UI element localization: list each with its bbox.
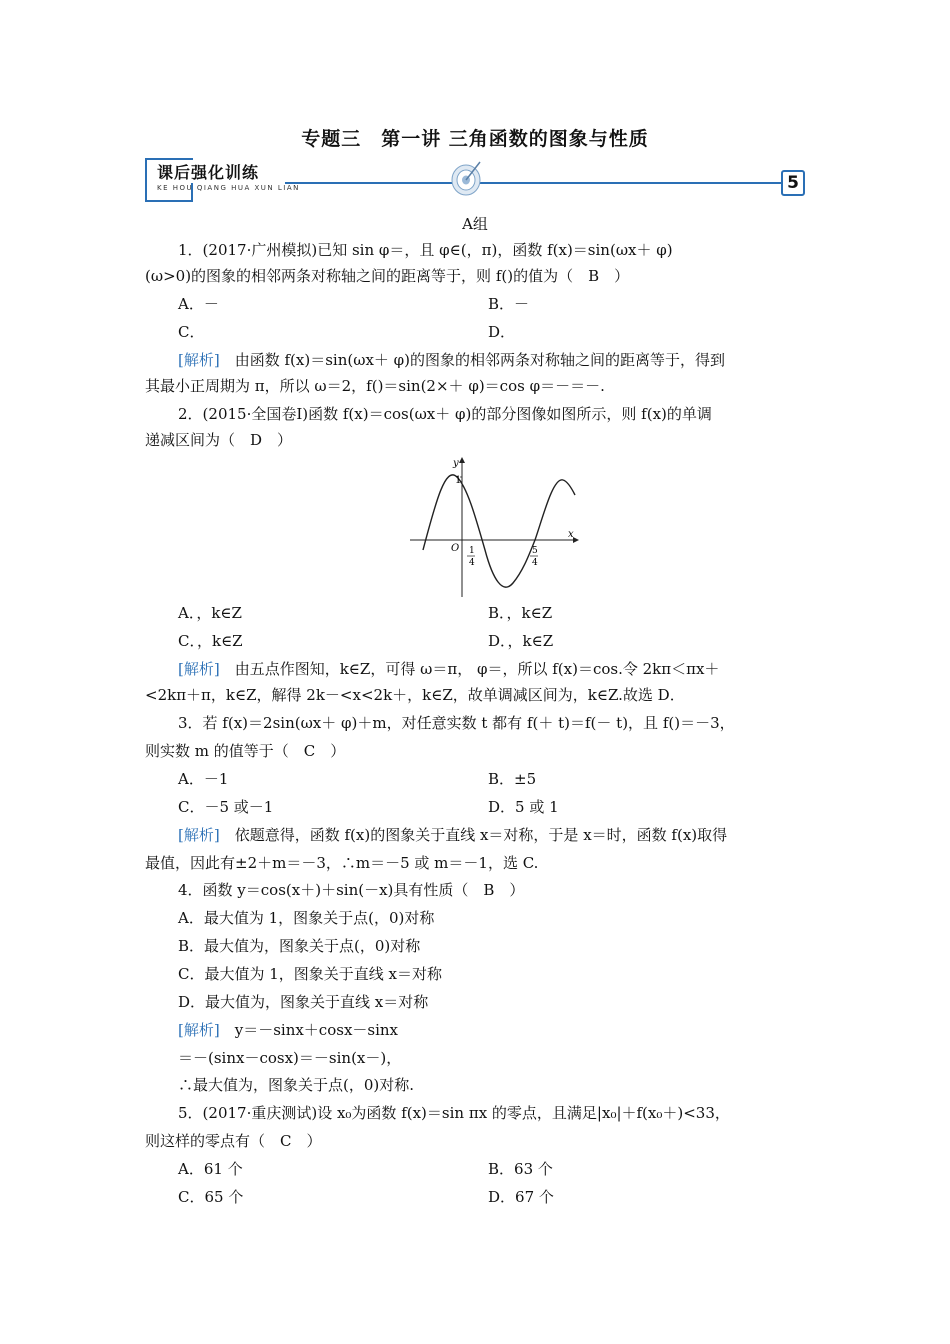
q3-option-a: A．－1 bbox=[178, 770, 229, 788]
y-tick-label: 1 bbox=[455, 475, 462, 486]
q1-solution-line1 bbox=[178, 350, 725, 370]
x-tick2-den: 4 bbox=[532, 558, 538, 568]
banner-divider bbox=[285, 182, 785, 184]
q3-option-c: C．－5 或－1 bbox=[178, 798, 274, 816]
q4-line1: 4．函数 y＝cos(x＋)＋sin(－x)具有性质（ B ） bbox=[178, 881, 525, 899]
q5-option-a: A．61 个 bbox=[178, 1160, 243, 1178]
q3-solution-line2: 最值，因此有±2＋m＝－3，∴m＝－5 或 m＝－1，选 C. bbox=[145, 854, 539, 872]
q1-option-a: A．－ bbox=[178, 295, 219, 313]
q3-solution-text1: 依题意得，函数 f(x)的图象关于直线 x＝对称，于是 x＝时，函数 f(x)取得 bbox=[219, 826, 728, 844]
q1-line2: (ω>0)的图象的相邻两条对称轴之间的距离等于，则 f()的值为（ B ） bbox=[145, 267, 630, 285]
page-title: 专题三 第一讲 三角函数的图象与性质 bbox=[301, 128, 649, 150]
q3-option-d: D．5 或 1 bbox=[488, 798, 559, 816]
section-banner bbox=[145, 158, 805, 200]
banner-number: 5 bbox=[781, 170, 805, 196]
q4-option-d: D．最大值为，图象关于直线 x＝对称 bbox=[178, 993, 429, 1011]
q2-solution-line2: <2kπ＋π，k∈Z，解得 2k－<x<2k＋，k∈Z，故单调减区间为，k∈Z.故选 D． bbox=[145, 686, 685, 704]
group-heading: A组 bbox=[462, 215, 488, 233]
x-tick2-num: 5 bbox=[532, 546, 538, 556]
q1-line1: 1．(2017·广州模拟)已知 sin φ＝，且 φ∈(，π)，函数 f(x)＝sin(ωx＋ φ) bbox=[178, 241, 673, 259]
target-icon bbox=[449, 158, 483, 198]
q3-line2: 则实数 m 的值等于（ C ） bbox=[145, 742, 346, 760]
origin-label: O bbox=[451, 543, 460, 554]
q4-solution-line3: ∴最大值为，图象关于点(，0)对称. bbox=[178, 1076, 415, 1094]
q5-line2: 则这样的零点有（ C ） bbox=[145, 1132, 322, 1150]
q5-line1: 5．(2017·重庆测试)设 x₀为函数 f(x)＝sin πx 的零点，且满足|x₀|＋f(x₀＋)<33， bbox=[178, 1104, 730, 1122]
solution-tag: [解析] bbox=[178, 1021, 220, 1039]
q4-solution-line2: ＝－(sinx－cosx)＝－sin(x－)， bbox=[178, 1049, 402, 1067]
q5-option-c: C．65 个 bbox=[178, 1188, 244, 1206]
q1-option-b: B．－ bbox=[488, 295, 530, 313]
q2-option-c: C．，k∈Z bbox=[178, 632, 243, 650]
q4-solution-line1 bbox=[178, 1020, 398, 1040]
q4-option-c: C．最大值为 1，图象关于直线 x＝对称 bbox=[178, 965, 443, 983]
q2-solution-text1: 由五点作图知，k∈Z，可得 ω＝π， φ＝，所以 f(x)＝cos.令 2kπ＜πx＋ bbox=[219, 660, 720, 678]
q4-option-b: B．最大值为，图象关于点(，0)对称 bbox=[178, 937, 421, 955]
q2-option-b: B．，k∈Z bbox=[488, 604, 553, 622]
y-axis-label: y bbox=[453, 458, 459, 469]
q2-solution-line1 bbox=[178, 659, 719, 679]
solution-tag: [解析] bbox=[178, 351, 220, 369]
x-axis-label: x bbox=[568, 529, 574, 540]
q1-option-d: D． bbox=[488, 323, 516, 341]
q1-solution-line2: 其最小正周期为 π，所以 ω＝2，f()＝sin(2×＋ φ)＝cos φ＝－＝－. bbox=[145, 377, 605, 395]
curve bbox=[423, 475, 575, 587]
x-tick1-den: 4 bbox=[469, 558, 475, 568]
solution-tag: [解析] bbox=[178, 660, 220, 678]
q2-line1: 2．(2015·全国卷Ⅰ)函数 f(x)＝cos(ωx＋ φ)的部分图像如图所示，则 f(x)的单调 bbox=[178, 405, 712, 423]
solution-tag: [解析] bbox=[178, 826, 220, 844]
x-tick1-num: 1 bbox=[469, 546, 475, 556]
q3-option-b: B．±5 bbox=[488, 770, 537, 788]
q5-option-b: B．63 个 bbox=[488, 1160, 553, 1178]
q2-line2: 递减区间为（ D ） bbox=[145, 431, 293, 449]
banner-pinyin: KE HOU QIANG HUA XUN LIAN bbox=[157, 184, 300, 192]
q5-option-d: D．67 个 bbox=[488, 1188, 554, 1206]
q2-option-a: A．，k∈Z bbox=[178, 604, 242, 622]
cosine-graph bbox=[405, 455, 580, 600]
q2-option-d: D．，k∈Z bbox=[488, 632, 554, 650]
q1-solution-text1: 由函数 f(x)＝sin(ωx＋ φ)的图象的相邻两条对称轴之间的距离等于，得到 bbox=[219, 351, 726, 369]
q4-solution-text1: y＝－sinx＋cosx－sinx bbox=[219, 1021, 399, 1039]
q3-solution-line1 bbox=[178, 825, 727, 845]
q3-line1: 3．若 f(x)＝2sin(ωx＋ φ)＋m，对任意实数 t 都有 f(＋ t)＝f(－ t)，且 f()＝－3， bbox=[178, 714, 735, 732]
q1-option-c: C． bbox=[178, 323, 205, 341]
banner-label: 课后强化训练 bbox=[157, 160, 263, 183]
q4-option-a: A．最大值为 1，图象关于点(，0)对称 bbox=[178, 909, 435, 927]
